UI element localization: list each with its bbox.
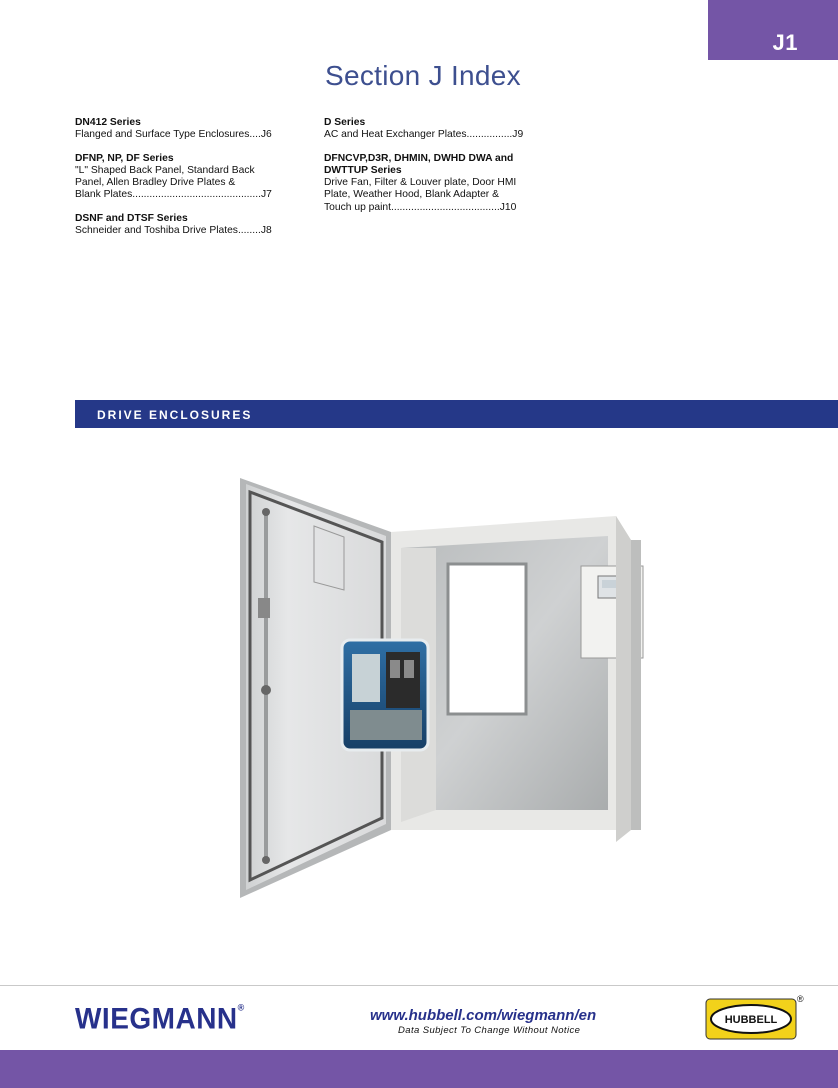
index-entry[interactable] <box>324 117 564 142</box>
index-entry-line: Schneider and Toshiba Drive Plates........J8 <box>75 225 272 237</box>
index-entry-line: AC and Heat Exchanger Plates................J9 <box>324 129 524 141</box>
bottom-bar <box>0 1050 838 1088</box>
website-link[interactable]: www.hubbell.com/wiegmann/en <box>370 1007 597 1024</box>
index-entry[interactable] <box>75 213 315 238</box>
index-entry-line: Panel, Allen Bradley Drive Plates & <box>75 177 236 189</box>
disclaimer-note: Data Subject To Change Without Notice <box>398 1025 581 1036</box>
index-entry-heading: DFNP, NP, DF Series <box>75 152 174 164</box>
drive-enclosure-photo <box>236 470 656 910</box>
index-entry-line: Drive Fan, Filter & Louver plate, Door HMI <box>324 177 517 189</box>
index-entry[interactable] <box>75 117 315 142</box>
svg-text:HUBBELL: HUBBELL <box>724 1014 778 1026</box>
page-title: Section J Index <box>325 60 521 91</box>
index-entry-line: Flanged and Surface Type Enclosures....J6 <box>75 129 272 141</box>
index-entry-line: Touch up paint......................................J10 <box>324 201 517 213</box>
index-entry-line: Blank Plates.............................................J7 <box>75 189 272 201</box>
section-banner <box>75 400 838 428</box>
index-entry-heading: DFNCVP,D3R, DHMIN, DWHD DWA and <box>324 152 514 164</box>
section-tab <box>708 0 838 60</box>
index-entry-heading: D Series <box>324 117 366 128</box>
index-entry-heading: DN412 Series <box>75 117 141 128</box>
footer-divider <box>0 985 838 986</box>
wiegmann-logo: WIEGMANN® <box>75 1002 245 1035</box>
index-entry[interactable] <box>324 153 564 214</box>
section-banner-label: DRIVE ENCLOSURES <box>97 408 253 422</box>
index-entry[interactable] <box>75 153 315 202</box>
index-entry-line: Plate, Weather Hood, Blank Adapter & <box>324 189 499 201</box>
index-entry-heading: DWTTUP Series <box>324 164 402 176</box>
index-column-right <box>324 117 564 225</box>
hubbell-registered-mark: ® <box>797 994 804 1004</box>
drive-inset-photo <box>342 640 428 750</box>
index-entry-heading: DSNF and DTSF Series <box>75 212 188 224</box>
index-entry-line: "L" Shaped Back Panel, Standard Back <box>75 164 255 176</box>
index-column-left <box>75 117 315 248</box>
hubbell-logo <box>705 998 797 1040</box>
section-tab-label: J1 <box>772 30 798 55</box>
